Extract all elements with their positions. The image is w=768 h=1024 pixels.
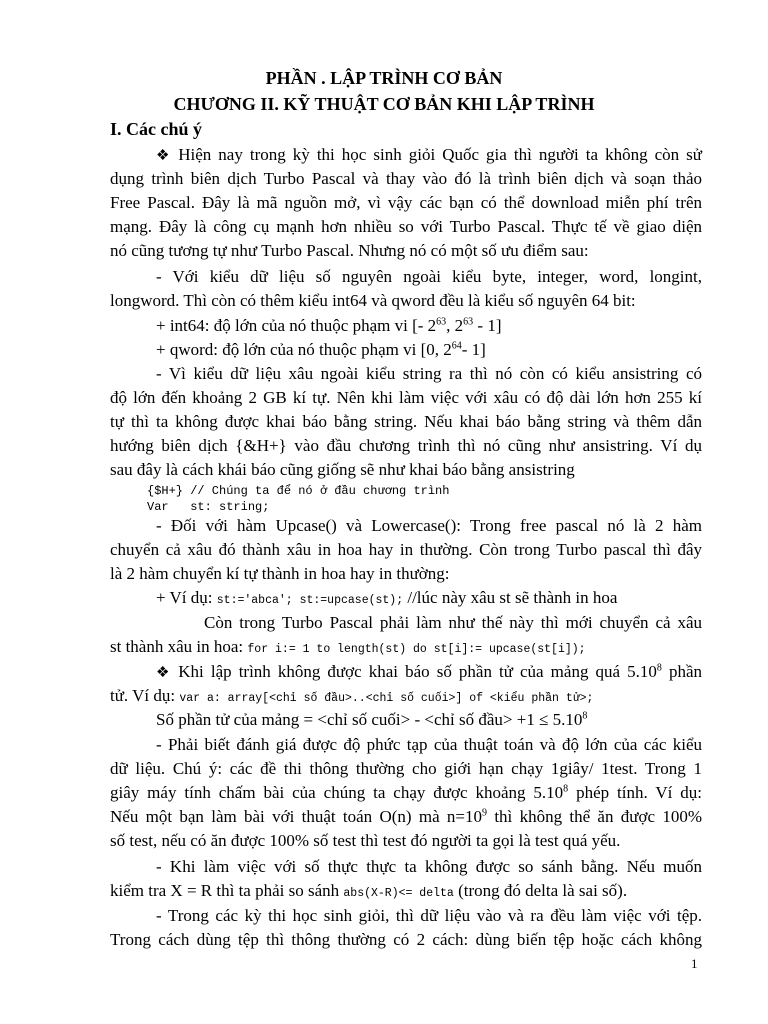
text-span: , 2 — [446, 316, 464, 335]
paragraph-line: - Khi làm việc với số thực thực ta không được so sánh bằng. Nếu muốn — [156, 857, 702, 876]
bullet-icon: ❖ — [156, 665, 173, 681]
exponent: 8 — [582, 710, 588, 722]
paragraph-line: số test, nếu có ăn được 100% số test thì test đó người ta gọi là test quá yếu. — [110, 831, 621, 850]
paragraph-line: - Với kiểu dữ liệu số nguyên ngoài kiểu byte, integer, word, longint, — [156, 267, 702, 286]
paragraph-line: Free Pascal. Đây là mã nguồn mở, vì vậy các bạn có thể download miễn phí trên — [110, 193, 702, 212]
paragraph-line — [110, 781, 702, 805]
paragraph-line — [110, 805, 702, 829]
chapter-title: CHƯƠNG II. KỸ THUẬT CƠ BẢN KHI LẬP TRÌNH — [173, 94, 595, 114]
paragraph-line: Trong cách dùng tệp thì thông thường có 2 cách: dùng biến tệp hoặc cách không — [110, 930, 702, 949]
paragraph-line: sau đây là cách khái báo cũng giống sẽ như khai báo bằng ansistring — [110, 460, 575, 479]
text-span: Khi lập trình không được khai báo số phần tử của mảng quá 5.10 — [178, 662, 657, 681]
text-span: kiểm tra X = R thì ta phải so sánh — [110, 881, 344, 900]
code-line: Var st: string; — [147, 500, 270, 514]
paragraph-line: chuyển cả xâu đó thành xâu in hoa hay in thường. Còn trong Turbo pascal thì đây — [110, 540, 702, 559]
bullet-icon: ❖ — [156, 148, 173, 164]
text-span: (trong đó delta là sai số). — [453, 881, 628, 900]
inline-code: for i:= 1 to length(st) do st[i]:= upcase(st[i]); — [247, 643, 586, 656]
paragraph-line: - Vì kiểu dữ liệu xâu ngoài kiểu string ra thì nó còn có kiểu ansistring có — [156, 364, 702, 383]
text-span: tử. Ví dụ: — [110, 686, 180, 705]
text-span: thì không thể ăn được 100% — [487, 807, 702, 826]
text-span: + qword: độ lớn của nó thuộc phạm vi [0, 2 — [156, 340, 452, 359]
text-span: Nếu một bạn làm bài với thuật toán O(n) mà n=10 — [110, 807, 483, 826]
paragraph-line: là 2 hàm chuyển kí tự thành in hoa hay in thường: — [110, 564, 450, 583]
paragraph-line: hướng biên dịch {&H+} vào đầu chương trình thì nó cũng như ansistring. Ví dụ — [110, 436, 702, 455]
paragraph-line: tự thì ta không được khai báo bằng string. Nếu khai báo bằng string và thêm dẫn — [110, 412, 702, 431]
text-span: Hiện nay trong kỳ thi học sinh giỏi Quốc gia thì người ta không còn sử — [178, 145, 703, 164]
text-span: - 1] — [473, 316, 502, 335]
paragraph-line — [156, 143, 702, 168]
paragraph-line: Còn trong Turbo Pascal phải làm như thế này thì mới chuyển cả xâu — [204, 613, 702, 632]
paragraph-line: độ lớn đến khoảng 2 GB kí tự. Nên khi làm việc với xâu có độ dài lớn hơn 255 kí — [110, 388, 702, 407]
paragraph-line — [110, 879, 702, 906]
paragraph-line: - Trong các kỳ thi học sinh giỏi, thì dữ liệu vào và ra đều làm việc với tệp. — [156, 906, 702, 925]
exponent: 63 — [463, 316, 474, 328]
paragraph-line: - Phải biết đánh giá được độ phức tạp của thuật toán và độ lớn của các kiểu — [156, 735, 702, 754]
exponent: 63 — [436, 316, 447, 328]
paragraph-line — [110, 684, 702, 711]
paragraph-line: - Đối với hàm Upcase() và Lowercase(): Trong free pascal nó là 2 hàm — [156, 516, 702, 535]
text-span: + int64: độ lớn của nó thuộc phạm vi [- 2 — [156, 316, 437, 335]
exponent: 8 — [563, 783, 569, 795]
inline-code: abs(X-R)<= delta — [343, 887, 454, 900]
code-line: {$H+} // Chúng ta để nó ở đầu chương trình — [147, 484, 450, 498]
text-span: //lúc này xâu st sẽ thành in hoa — [403, 588, 618, 607]
inline-code: var a: array[<chỉ số đầu>..<chỉ số cuối>] of <kiểu phần tử>; — [179, 692, 594, 705]
text-span: phần — [661, 662, 703, 681]
paragraph-line — [110, 635, 702, 662]
page-number: 1 — [691, 956, 698, 971]
paragraph-line: dụng trình biên dịch Turbo Pascal và thay vào đó là trình biên dịch và soạn thảo — [110, 169, 702, 188]
paragraph-line — [156, 708, 702, 732]
inline-code: st:='abca'; st:=upcase(st); — [216, 594, 404, 607]
exponent: 8 — [656, 662, 662, 674]
text-span: + Ví dụ: — [156, 588, 217, 607]
text-span: Số phần tử của mảng = <chỉ số cuối> - <chỉ số đầu> +1 ≤ 5.10 — [156, 710, 583, 729]
paragraph-line: nó cũng tương tự như Turbo Pascal. Nhưng nó có một số ưu điểm sau: — [110, 241, 589, 260]
text-span: giây máy tính chấm bài của chúng ta chạy được khoảng 5.10 — [110, 783, 564, 802]
text-span: st thành xâu in hoa: — [110, 637, 248, 656]
text-span: phép tính. Ví dụ: — [568, 783, 702, 802]
paragraph-line: mạng. Đây là công cụ mạnh hơn nhiều so với Turbo Pascal. Thực tế về giao diện — [110, 217, 702, 236]
paragraph-line — [156, 660, 702, 685]
paragraph-line: dữ liệu. Chú ý: các đề thi thông thường cho giới hạn chạy 1giây/ 1test. Trong 1 — [110, 759, 702, 778]
exponent: 64 — [451, 340, 462, 352]
qword-range-line — [156, 338, 702, 362]
part-title: PHẦN . LẬP TRÌNH CƠ BẢN — [265, 68, 503, 88]
int64-range-line — [156, 314, 702, 338]
text-span: - 1] — [461, 340, 486, 359]
section-heading: I. Các chú ý — [110, 119, 203, 139]
exponent: 9 — [482, 807, 488, 819]
example-line — [156, 586, 702, 613]
paragraph-line: longword. Thì còn có thêm kiểu int64 và qword đều là kiểu số nguyên 64 bit: — [110, 291, 636, 310]
